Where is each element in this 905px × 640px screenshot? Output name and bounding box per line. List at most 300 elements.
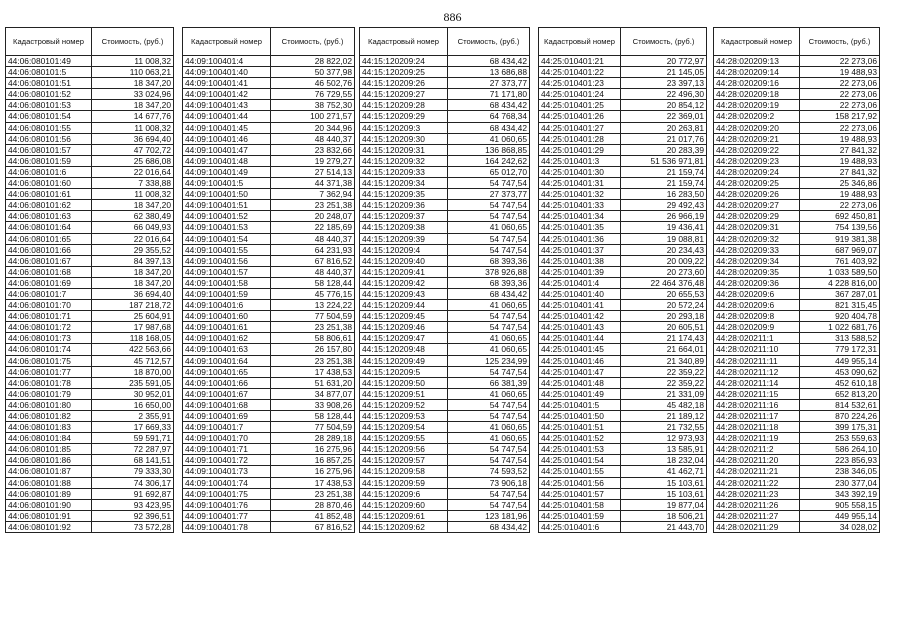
- table-row: [183, 100, 355, 111]
- cadastral-number-cell: 44:15:120209:51: [360, 388, 448, 399]
- cost-cell: 19 877,04: [621, 499, 707, 510]
- table-row: [360, 100, 530, 111]
- cost-cell: 12 973,93: [621, 433, 707, 444]
- cost-cell: 11 008,32: [92, 122, 174, 133]
- cost-cell: 18 347,20: [92, 200, 174, 211]
- table-header-row: [714, 28, 880, 56]
- table-row: [539, 89, 707, 100]
- cost-cell: 17 438,53: [271, 477, 355, 488]
- cadastral-number-cell: 44:06:080101:80: [6, 399, 92, 410]
- cost-cell: 22 464 376,48: [621, 277, 707, 288]
- table-row: [714, 366, 880, 377]
- table-row: [714, 355, 880, 366]
- cadastral-number-cell: 44:15:120209:40: [360, 255, 448, 266]
- table-row: [714, 433, 880, 444]
- cost-cell: 22 496,30: [621, 89, 707, 100]
- cadastral-number-cell: 44:06:080101:55: [6, 122, 92, 133]
- cadastral-number-cell: 44:09:100401:49: [183, 166, 271, 177]
- table-row: [183, 388, 355, 399]
- table-row: [360, 488, 530, 499]
- cadastral-number-cell: 44:25:010401:37: [539, 244, 621, 255]
- cadastral-number-cell: 44:06:080101:73: [6, 333, 92, 344]
- cadastral-number-cell: 44:28:020209:6: [714, 300, 800, 311]
- cost-cell: 41 060,65: [448, 333, 530, 344]
- cost-cell: 26 157,80: [271, 344, 355, 355]
- cadastral-number-cell: 44:15:120209:37: [360, 211, 448, 222]
- table-row: [539, 499, 707, 510]
- cadastral-number-cell: 44:25:010401:25: [539, 100, 621, 111]
- table-row: [6, 222, 174, 233]
- cadastral-number-cell: 44:15:120209:50: [360, 377, 448, 388]
- cadastral-number-cell: 44:06:080101:85: [6, 444, 92, 455]
- cost-cell: 72 287,97: [92, 444, 174, 455]
- cost-cell: 110 063,21: [92, 67, 174, 78]
- table-row: [539, 178, 707, 189]
- table-row: [360, 322, 530, 333]
- cadastral-number-cell: 44:25:010401:27: [539, 122, 621, 133]
- table-row: [183, 67, 355, 78]
- table-row: [539, 366, 707, 377]
- cadastral-number-cell: 44:09:100401:50: [183, 189, 271, 200]
- cadastral-number-cell: 44:25:010401:31: [539, 178, 621, 189]
- cost-cell: 66 049,93: [92, 222, 174, 233]
- cost-cell: 814 532,61: [800, 399, 880, 410]
- cadastral-number-cell: 44:15:120209:31: [360, 144, 448, 155]
- cadastral-number-cell: 44:09:100401:57: [183, 266, 271, 277]
- cadastral-number-cell: 44:09:100401:4: [183, 56, 271, 67]
- cadastral-number-cell: 44:25:010401:41: [539, 300, 621, 311]
- table-row: [714, 233, 880, 244]
- cadastral-number-cell: 44:06:080101:56: [6, 133, 92, 144]
- table-row: [360, 355, 530, 366]
- table-row: [539, 344, 707, 355]
- table-row: [360, 300, 530, 311]
- header-cost: Стоимость, (руб.): [271, 28, 355, 56]
- table-row: [183, 300, 355, 311]
- table-row: [714, 344, 880, 355]
- cadastral-number-cell: 44:06:080101:74: [6, 344, 92, 355]
- cost-cell: 20 273,60: [621, 266, 707, 277]
- cadastral-number-cell: 44:15:120209:24: [360, 56, 448, 67]
- cost-cell: 23 251,38: [271, 322, 355, 333]
- cadastral-number-cell: 44:25:010401:6: [539, 521, 621, 532]
- table-row: [6, 488, 174, 499]
- cadastral-number-cell: 44:25:010401:28: [539, 133, 621, 144]
- cost-cell: 21 443,70: [621, 521, 707, 532]
- cadastral-number-cell: 44:15:120209:52: [360, 399, 448, 410]
- table-row: [183, 477, 355, 488]
- cost-cell: 118 168,05: [92, 333, 174, 344]
- cost-cell: 48 440,37: [271, 133, 355, 144]
- table-row: [539, 122, 707, 133]
- cost-cell: 367 287,01: [800, 288, 880, 299]
- table-row: [714, 333, 880, 344]
- table-row: [714, 444, 880, 455]
- table-row: [539, 488, 707, 499]
- table-row: [6, 466, 174, 477]
- cadastral-number-cell: 44:09:100401:78: [183, 521, 271, 532]
- table-row: [183, 166, 355, 177]
- table-row: [714, 388, 880, 399]
- table-row: [183, 344, 355, 355]
- cost-cell: 26 966,19: [621, 211, 707, 222]
- table-row: [183, 133, 355, 144]
- cost-cell: 16 275,96: [271, 466, 355, 477]
- table-row: [6, 67, 174, 78]
- cadastral-number-cell: 44:06:080101:71: [6, 311, 92, 322]
- cost-cell: 54 747,54: [448, 488, 530, 499]
- cadastral-number-cell: 44:28:020211:12: [714, 366, 800, 377]
- table-row: [6, 277, 174, 288]
- table-row: [183, 455, 355, 466]
- table-row: [714, 322, 880, 333]
- cost-cell: 38 752,30: [271, 100, 355, 111]
- cost-cell: 449 955,14: [800, 355, 880, 366]
- cost-cell: 20 293,18: [621, 311, 707, 322]
- cost-cell: 41 060,65: [448, 133, 530, 144]
- cost-cell: 62 380,49: [92, 211, 174, 222]
- cost-cell: 19 436,41: [621, 222, 707, 233]
- table-row: [360, 499, 530, 510]
- cost-cell: 21 340,89: [621, 355, 707, 366]
- cadastral-number-cell: 44:09:100401:41: [183, 78, 271, 89]
- cost-cell: 21 174,43: [621, 333, 707, 344]
- table-header-row: [183, 28, 355, 56]
- cadastral-number-cell: 44:28:020209:27: [714, 200, 800, 211]
- cost-cell: 22 273,06: [800, 122, 880, 133]
- cadastral-number-cell: 44:15:120209:27: [360, 89, 448, 100]
- cost-cell: 36 694,40: [92, 288, 174, 299]
- cost-cell: 58 128,44: [271, 277, 355, 288]
- table-row: [6, 288, 174, 299]
- table-row: [183, 411, 355, 422]
- cost-cell: 21 159,74: [621, 166, 707, 177]
- table-row: [539, 399, 707, 410]
- table-row: [360, 178, 530, 189]
- table-row: [714, 122, 880, 133]
- table-row: [183, 78, 355, 89]
- cost-cell: 453 090,62: [800, 366, 880, 377]
- table-row: [183, 244, 355, 255]
- table-row: [6, 388, 174, 399]
- table-row: [6, 111, 174, 122]
- table-row: [360, 133, 530, 144]
- cadastral-number-cell: 44:28:020211:21: [714, 466, 800, 477]
- table-row: [539, 377, 707, 388]
- cost-cell: 68 434,42: [448, 122, 530, 133]
- cadastral-number-cell: 44:28:020209:14: [714, 67, 800, 78]
- table-row: [6, 266, 174, 277]
- cadastral-number-cell: 44:09:100401:77: [183, 510, 271, 521]
- cost-cell: 41 060,65: [448, 433, 530, 444]
- cadastral-number-cell: 44:09:100401:59: [183, 288, 271, 299]
- cadastral-number-cell: 44:25:010401:34: [539, 211, 621, 222]
- cost-cell: 18 232,04: [621, 455, 707, 466]
- cadastral-number-cell: 44:15:120209:5: [360, 366, 448, 377]
- cost-cell: 77 504,59: [271, 422, 355, 433]
- cadastral-number-cell: 44:25:010401:33: [539, 200, 621, 211]
- cadastral-number-cell: 44:15:120209:60: [360, 499, 448, 510]
- table-row: [360, 422, 530, 433]
- cadastral-number-cell: 44:25:010401:5: [539, 399, 621, 410]
- cost-cell: 692 450,81: [800, 211, 880, 222]
- table-row: [360, 255, 530, 266]
- cost-cell: 68 393,36: [448, 277, 530, 288]
- cadastral-number-cell: 44:09:100401:54: [183, 233, 271, 244]
- cadastral-number-cell: 44:25:010401:42: [539, 311, 621, 322]
- cadastral-number-cell: 44:28:020211:27: [714, 510, 800, 521]
- cost-cell: 27 373,77: [448, 189, 530, 200]
- cadastral-number-cell: 44:06:080101:79: [6, 388, 92, 399]
- cost-cell: 68 434,42: [448, 56, 530, 67]
- cadastral-number-cell: 44:25:010401:26: [539, 111, 621, 122]
- cadastral-number-cell: 44:25:010401:51: [539, 422, 621, 433]
- cost-cell: 100 271,57: [271, 111, 355, 122]
- cost-cell: 54 747,54: [448, 455, 530, 466]
- table-row: [714, 499, 880, 510]
- cost-cell: 20 655,53: [621, 288, 707, 299]
- cadastral-number-cell: 44:15:120209:33: [360, 166, 448, 177]
- table-row: [360, 288, 530, 299]
- table-row: [183, 521, 355, 532]
- table-row: [539, 222, 707, 233]
- table-row: [714, 244, 880, 255]
- table-row: [360, 244, 530, 255]
- cost-cell: 11 008,32: [92, 189, 174, 200]
- cost-cell: 17 987,68: [92, 322, 174, 333]
- cost-cell: 23 251,38: [271, 488, 355, 499]
- table-row: [360, 521, 530, 532]
- cost-cell: 29 492,43: [621, 200, 707, 211]
- table-row: [360, 222, 530, 233]
- cadastral-number-cell: 44:09:100401:55: [183, 244, 271, 255]
- cadastral-number-cell: 44:15:120209:36: [360, 200, 448, 211]
- table-row: [360, 144, 530, 155]
- cost-cell: 41 852,48: [271, 510, 355, 521]
- cost-cell: 253 559,63: [800, 433, 880, 444]
- cadastral-number-cell: 44:25:010401:52: [539, 433, 621, 444]
- cadastral-number-cell: 44:15:120209:59: [360, 477, 448, 488]
- cost-cell: 22 359,22: [621, 377, 707, 388]
- cadastral-number-cell: 44:28:020209:25: [714, 178, 800, 189]
- cadastral-number-cell: 44:25:010401:30: [539, 166, 621, 177]
- table-row: [6, 322, 174, 333]
- table-row: [360, 89, 530, 100]
- cost-cell: 17 438,53: [271, 366, 355, 377]
- cost-cell: 92 396,51: [92, 510, 174, 521]
- table-header-row: [360, 28, 530, 56]
- cost-cell: 223 856,93: [800, 455, 880, 466]
- cadastral-number-cell: 44:06:080101:60: [6, 178, 92, 189]
- table-row: [360, 56, 530, 67]
- cost-cell: 33 908,26: [271, 399, 355, 410]
- cost-cell: 1 022 681,76: [800, 322, 880, 333]
- cost-cell: 27 514,13: [271, 166, 355, 177]
- table-row: [539, 388, 707, 399]
- table-row: [6, 56, 174, 67]
- page-number: 886: [443, 10, 462, 24]
- cadastral-number-cell: 44:28:020209:6: [714, 288, 800, 299]
- cost-cell: 41 060,65: [448, 344, 530, 355]
- table-row: [714, 266, 880, 277]
- table-row: [539, 67, 707, 78]
- cost-cell: 21 189,12: [621, 411, 707, 422]
- table-row: [539, 78, 707, 89]
- cadastral-number-cell: 44:25:010401:39: [539, 266, 621, 277]
- table-row: [360, 411, 530, 422]
- table-row: [714, 422, 880, 433]
- cost-cell: 27 841,32: [800, 144, 880, 155]
- cost-cell: 68 393,36: [448, 255, 530, 266]
- cost-cell: 7 338,88: [92, 178, 174, 189]
- cadastral-number-cell: 44:15:120209:55: [360, 433, 448, 444]
- table-row: [714, 89, 880, 100]
- cadastral-number-cell: 44:09:100401:44: [183, 111, 271, 122]
- cadastral-number-cell: 44:09:100401:48: [183, 155, 271, 166]
- cost-cell: 21 732,55: [621, 422, 707, 433]
- table-row: [714, 166, 880, 177]
- table-row: [539, 521, 707, 532]
- table-row: [6, 355, 174, 366]
- cadastral-number-cell: 44:06:080101:6: [6, 166, 92, 177]
- table-row: [539, 111, 707, 122]
- table-row: [539, 155, 707, 166]
- cost-cell: 36 694,40: [92, 133, 174, 144]
- cost-cell: 64 768,34: [448, 111, 530, 122]
- cadastral-number-cell: 44:06:080101:49: [6, 56, 92, 67]
- cadastral-number-cell: 44:06:080101:88: [6, 477, 92, 488]
- cost-cell: 687 969,07: [800, 244, 880, 255]
- cadastral-number-cell: 44:15:120209:30: [360, 133, 448, 144]
- cost-cell: 45 712,57: [92, 355, 174, 366]
- table-row: [360, 477, 530, 488]
- cadastral-number-cell: 44:15:120209:43: [360, 288, 448, 299]
- cost-cell: 73 572,28: [92, 521, 174, 532]
- table-row: [360, 233, 530, 244]
- cost-cell: 11 008,32: [92, 56, 174, 67]
- cost-cell: 68 434,42: [448, 521, 530, 532]
- cadastral-number-cell: 44:09:100401:76: [183, 499, 271, 510]
- cost-cell: 920 404,78: [800, 311, 880, 322]
- cadastral-number-cell: 44:25:010401:21: [539, 56, 621, 67]
- cadastral-number-cell: 44:15:120209:34: [360, 178, 448, 189]
- cadastral-number-cell: 44:15:120209:62: [360, 521, 448, 532]
- cadastral-number-cell: 44:09:100401:69: [183, 411, 271, 422]
- table-row: [714, 178, 880, 189]
- cadastral-number-cell: 44:28:020209:23: [714, 155, 800, 166]
- cost-cell: 51 536 971,81: [621, 155, 707, 166]
- cost-cell: 449 955,14: [800, 510, 880, 521]
- cost-cell: 93 423,95: [92, 499, 174, 510]
- cost-cell: 59 591,71: [92, 433, 174, 444]
- cadastral-number-cell: 44:28:020209:8: [714, 311, 800, 322]
- cadastral-number-cell: 44:09:100401:75: [183, 488, 271, 499]
- cost-cell: 23 251,38: [271, 200, 355, 211]
- cost-cell: 905 558,15: [800, 499, 880, 510]
- table-row: [183, 499, 355, 510]
- cost-cell: 54 747,54: [448, 366, 530, 377]
- table-row: [539, 288, 707, 299]
- cadastral-number-cell: 44:28:020211:19: [714, 433, 800, 444]
- table-row: [714, 311, 880, 322]
- cost-cell: 54 747,54: [448, 322, 530, 333]
- cadastral-number-cell: 44:25:010401:54: [539, 455, 621, 466]
- cost-cell: 16 283,50: [621, 189, 707, 200]
- table-row: [539, 233, 707, 244]
- cost-cell: 21 159,74: [621, 178, 707, 189]
- cadastral-number-cell: 44:06:080101:92: [6, 521, 92, 532]
- cost-cell: 76 729,55: [271, 89, 355, 100]
- cost-cell: 22 273,06: [800, 100, 880, 111]
- cadastral-number-cell: 44:28:020211:18: [714, 422, 800, 433]
- cost-cell: 50 377,98: [271, 67, 355, 78]
- table-row: [539, 322, 707, 333]
- table-row: [714, 455, 880, 466]
- cost-cell: 54 747,54: [448, 178, 530, 189]
- cadastral-number-cell: 44:28:020209:36: [714, 277, 800, 288]
- table-row: [6, 178, 174, 189]
- cost-cell: 20 605,51: [621, 322, 707, 333]
- cadastral-number-cell: 44:15:120209:58: [360, 466, 448, 477]
- cadastral-number-cell: 44:15:120209:45: [360, 311, 448, 322]
- cost-cell: 18 506,21: [621, 510, 707, 521]
- table-row: [183, 89, 355, 100]
- cost-cell: 19 488,93: [800, 189, 880, 200]
- cost-cell: 1 033 589,50: [800, 266, 880, 277]
- table-row: [6, 477, 174, 488]
- header-cadastral-number: Кадастровый номер: [183, 28, 271, 56]
- cost-cell: 4 228 816,00: [800, 277, 880, 288]
- cost-cell: 16 275,96: [271, 444, 355, 455]
- cost-cell: 54 747,54: [448, 200, 530, 211]
- cadastral-number-cell: 44:28:020211:15: [714, 388, 800, 399]
- cost-cell: 15 103,61: [621, 477, 707, 488]
- header-cost: Стоимость, (руб.): [448, 28, 530, 56]
- table-row: [539, 166, 707, 177]
- cost-cell: 41 462,71: [621, 466, 707, 477]
- cadastral-number-cell: 44:25:010401:59: [539, 510, 621, 521]
- cadastral-number-cell: 44:06:080101:75: [6, 355, 92, 366]
- cadastral-number-cell: 44:09:100401:65: [183, 366, 271, 377]
- cost-cell: 54 747,54: [448, 311, 530, 322]
- table-row: [360, 399, 530, 410]
- cost-cell: 73 906,18: [448, 477, 530, 488]
- cost-cell: 22 016,64: [92, 166, 174, 177]
- table-row: [539, 100, 707, 111]
- cadastral-number-cell: 44:09:100401:61: [183, 322, 271, 333]
- cost-cell: 65 012,70: [448, 166, 530, 177]
- cost-cell: 16 650,00: [92, 399, 174, 410]
- cadastral-number-cell: 44:15:120209:53: [360, 411, 448, 422]
- cadastral-number-cell: 44:15:120209:48: [360, 344, 448, 355]
- cost-cell: 41 060,65: [448, 422, 530, 433]
- table-row: [360, 67, 530, 78]
- table-row: [6, 300, 174, 311]
- table-row: [539, 189, 707, 200]
- header-cost: Стоимость, (руб.): [800, 28, 880, 56]
- cadastral-number-cell: 44:06:080101:72: [6, 322, 92, 333]
- table-row: [6, 366, 174, 377]
- table-row: [6, 211, 174, 222]
- cost-cell: 313 588,52: [800, 333, 880, 344]
- cadastral-number-cell: 44:06:080101:67: [6, 255, 92, 266]
- cadastral-number-cell: 44:25:010401:3: [539, 155, 621, 166]
- cost-cell: 74 593,52: [448, 466, 530, 477]
- cost-cell: 18 347,20: [92, 266, 174, 277]
- table-row: [6, 155, 174, 166]
- cadastral-number-cell: 44:09:100401:74: [183, 477, 271, 488]
- cost-cell: 761 403,92: [800, 255, 880, 266]
